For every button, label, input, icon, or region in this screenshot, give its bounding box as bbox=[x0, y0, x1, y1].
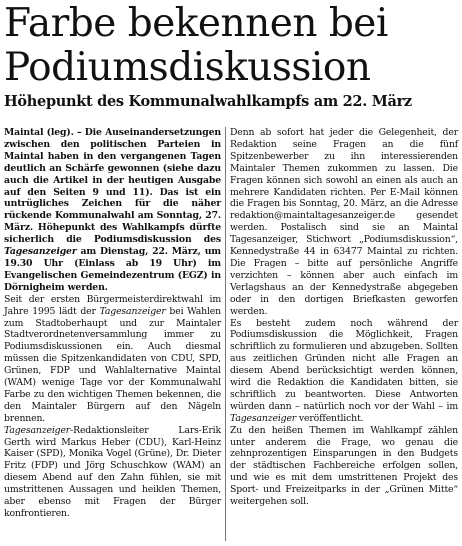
p5-text-1: Es besteht zudem noch während der Podiumsdiskussion die Möglichkeit, Fragen schriftlich zu formulieren und abzugeben. Sollten aus zeitlichen Gründen nicht alle Fragen an diesem Abend berücksichtigt werden können, wird die Redaktion die Kandidaten bitten, sie schriftlich zu beantworten. Diese Antworten würden dann – natürlich noch vor der Wahl – im bbox=[230, 317, 458, 412]
p3-text: -Redaktionsleiter Lars-Erik Gerth wird Markus Heber (CDU), Karl-Heinz Kaiser (SPD), Monika Vogel (Grüne), Dr. Dieter Fritz (FDP) und Jörg Schuschkow (WAM) an diesem Abend auf den Zahn fühlen, sie mit umstrittenen Aussagen und heiklen Themen, aber ebenso mit Fragen der Bürger konfrontieren. bbox=[4, 424, 221, 519]
newspaper-name: Tagesanzeiger bbox=[4, 424, 71, 436]
column-divider bbox=[225, 127, 226, 541]
subheadline: Höhepunkt des Kommunalwahlkampfs am 22. März bbox=[4, 93, 412, 110]
column-right bbox=[230, 127, 458, 508]
paragraph-questions: Denn ab sofort hat jeder die Gelegenheit, der Redaktion seine Fragen an die fünf Spitzenbewerber zu ihn interessierenden Maintaler Themen zukommen zu lassen. Die Fragen können sich sowohl an einen als auch an mehrere Kandidaten richten. Per E-Mail können die Fragen bis Sonntag, 20. März, an die Adresse redaktion@maintaltagesanzeiger.de gesendet werden. Postalisch sind sie an Maintal Tagesanzeiger, Stichwort „Podiumsdiskussion“, Kennedystraße 44 in 63477 Maintal zu richten. Die Fragen – bitte auf persönliche Angriffe verzichten – können aber auch einfach im Verlagshaus an der Kennedystraße abgegeben oder in den dortigen Briefkasten geworfen werden. bbox=[230, 127, 458, 317]
headline: Farbe bekennen bei Podiumsdiskussion bbox=[4, 1, 388, 90]
lead-text-2: am Dienstag, 22. März, um 19.30 Uhr (Einlass ab 19 Uhr) im Evangelischen Gemeindezentrum (EGZ) in Dörnigheim werden. bbox=[4, 246, 221, 293]
lead-text-1: Maintal (leg). – Die Auseinandersetzungen zwischen den politischen Parteien in Maintal haben in den vergangenen Tagen deutlich an Schärfe gewonnen (siehe dazu auch die Artikel in der heutigen Ausgabe auf den Seiten 9 und 11). Das ist ein untrügliches Zeichen für die näher rückende Kommunalwahl am Sonntag, 27. März. Höhepunkt des Wahlkampfs dürfte sicherlich die Podiumsdiskussion des bbox=[4, 127, 221, 246]
newspaper-name: Tagesanzeiger bbox=[230, 412, 297, 424]
p2-text-2: bei Wahlen zum Stadtoberhaupt und zur Maintaler Stadtverordnetenversammlung immer zu Podiumsdiskussionen ein. Auch diesmal müssen die Spitzenkandidaten von CDU, SPD, Grünen, FDP und Wahlalternative Maintal (WAM) wenige Tage vor der Kommunalwahl Farbe zu den wichtigen Themen bekennen, die den Maintaler Bürgern auf den Nägeln brennen. bbox=[4, 305, 221, 424]
p5-text-2: veröffentlicht. bbox=[296, 412, 364, 424]
column-left bbox=[4, 127, 221, 520]
newspaper-name: Tagesanzeiger bbox=[99, 305, 166, 317]
paragraph-moderator bbox=[4, 425, 221, 520]
p2-text-1: Seit der ersten Bürgermeisterdirektwahl im Jahre 1995 lädt der bbox=[4, 293, 221, 317]
paragraph-hot-topics: Zu den heißen Themen im Wahlkampf zählen unter anderem die Frage, wo genau die zehnprozentigen Einsparungen in den Budgets der städtischen Fachbereiche erfolgen sollen, und wie es mit dem umstrittenen Projekt des Sport- und Freizeitparks in der „Grünen Mitte“ weitergehen soll. bbox=[230, 424, 458, 508]
lead-paragraph bbox=[4, 127, 221, 294]
paragraph-history bbox=[4, 294, 221, 425]
paragraph-during-discussion bbox=[230, 318, 458, 425]
newspaper-name: Tagesanzeiger bbox=[4, 246, 77, 258]
